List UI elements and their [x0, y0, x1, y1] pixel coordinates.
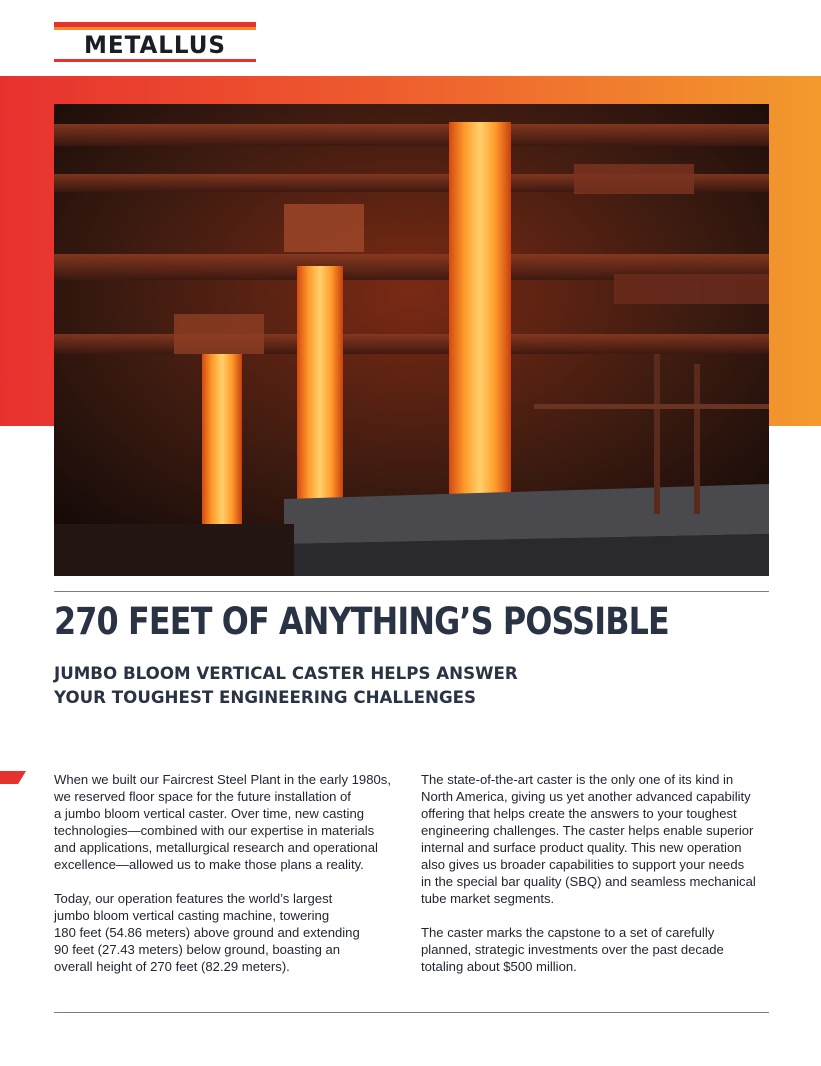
text-line: North America, giving us yet another advanced capability — [421, 789, 751, 804]
text-line: internal and surface product quality. This new operation — [421, 840, 742, 855]
text-line: overall height of 270 feet (82.29 meters). — [54, 959, 290, 974]
hero-photo — [54, 104, 769, 576]
text-line: in the special bar quality (SBQ) and seamless mechanical — [421, 874, 756, 889]
logo-wordmark: METALLUS — [84, 31, 226, 59]
text-line: Today, our operation features the world’s largest — [54, 891, 333, 906]
text-line: jumbo bloom vertical casting machine, towering — [54, 908, 330, 923]
top-divider — [54, 591, 769, 592]
page-title: 270 FEET OF ANYTHING’S POSSIBLE — [54, 600, 669, 643]
body-column-right — [421, 771, 766, 992]
bottom-divider — [54, 1012, 769, 1013]
text-line: a jumbo bloom vertical caster. Over time, new casting — [54, 806, 365, 821]
text-line: 180 feet (54.86 meters) above ground and extending — [54, 925, 360, 940]
paragraph — [54, 890, 399, 975]
paragraph — [421, 771, 766, 907]
text-line: technologies—combined with our expertise in materials — [54, 823, 375, 838]
text-line: 90 feet (27.43 meters) below ground, boasting an — [54, 942, 341, 957]
text-line: The caster marks the capstone to a set of carefully — [421, 925, 715, 940]
paragraph — [54, 771, 399, 873]
text-line: The state-of-the-art caster is the only one of its kind in — [421, 772, 734, 787]
section-tab-marker — [0, 771, 26, 784]
subtitle-line-1: JUMBO BLOOM VERTICAL CASTER HELPS ANSWER — [54, 664, 518, 684]
text-line: and applications, metallurgical research and operational — [54, 840, 378, 855]
text-line: excellence—allowed us to make those plans a reality. — [54, 857, 364, 872]
subtitle — [54, 662, 603, 710]
text-line: also gives us broader capabilities to support your needs — [421, 857, 745, 872]
steel-caster-illustration — [54, 104, 769, 576]
text-line: offering that helps create the answers to your toughest — [421, 806, 737, 821]
paragraph — [421, 924, 766, 975]
body-column-left — [54, 771, 399, 992]
text-line: When we built our Faircrest Steel Plant in the early 1980s, — [54, 772, 391, 787]
subtitle-line-2: YOUR TOUGHEST ENGINEERING CHALLENGES — [54, 688, 477, 708]
text-line: totaling about $500 million. — [421, 959, 577, 974]
logo-accent-bar — [54, 27, 256, 30]
text-line: engineering challenges. The caster helps enable superior — [421, 823, 754, 838]
text-line: we reserved floor space for the future installation of — [54, 789, 351, 804]
metallus-logo — [54, 22, 256, 64]
text-line: planned, strategic investments over the past decade — [421, 942, 724, 957]
text-line: tube market segments. — [421, 891, 555, 906]
logo-bottom-bar — [54, 59, 256, 62]
